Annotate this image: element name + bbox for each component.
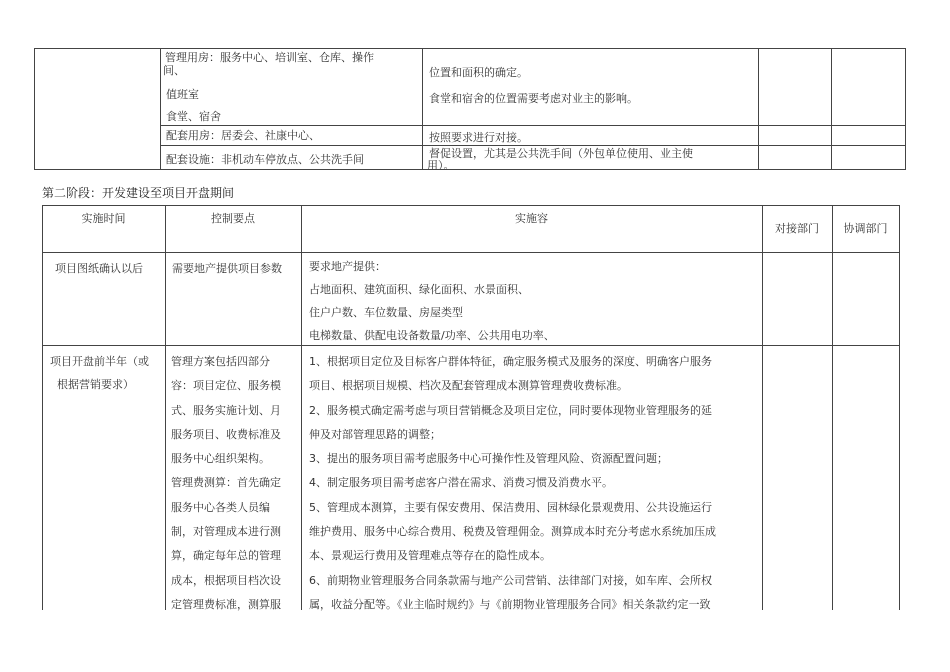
row2-key-point-line: 制，对管理成本进行测 xyxy=(171,525,281,539)
canteen-cell-clip xyxy=(160,108,422,125)
table-border xyxy=(42,205,43,610)
header-dept-coord: 协调部门 xyxy=(843,222,888,235)
row2-key-point-line: 容：项目定位、服务模 xyxy=(171,379,281,393)
table-border xyxy=(831,48,832,169)
row2-key-point-line: 服务中心各类人员编 xyxy=(171,500,270,514)
row2-content-line: 项目、根据项目规模、档次及配套管理成本测算管理费收费标准。 xyxy=(309,379,628,393)
table-border xyxy=(422,48,423,169)
table-border xyxy=(165,205,166,610)
header-content: 实施容 xyxy=(515,212,548,225)
support-rooms-note: 按照要求进行对接。 xyxy=(429,131,528,144)
support-facilities-note-cont: 用）。 xyxy=(427,159,455,169)
table-border xyxy=(160,145,906,146)
row2-content-line: 维护费用、服务中心综合费用、税费及管理佣金。测算成本时充分考虑水系统加压成 xyxy=(309,525,716,539)
table-border xyxy=(34,48,906,49)
row2-key-point-line: 管理方案包括四部分 xyxy=(171,355,270,368)
table-border xyxy=(758,48,759,169)
row1-key-point: 需要地产提供项目参数 xyxy=(172,262,282,275)
row2-key-point-line: 定管理费标准，测算服 xyxy=(171,597,281,611)
table-border xyxy=(905,48,906,169)
row2-content-line: 伸及对部管理思路的调整； xyxy=(309,427,441,441)
header-key-points: 控制要点 xyxy=(211,212,255,225)
row1-content-line: 电梯数量、供配电设备数量/功率、公共用电功率、 xyxy=(309,329,555,342)
location-note: 位置和面积的确定。 xyxy=(429,66,528,79)
table-border xyxy=(42,252,900,253)
table-border xyxy=(301,205,302,610)
row2-time: 项目开盘前半年（或 xyxy=(50,355,149,368)
stage2-heading: 第二阶段：开发建设至项目开盘期间 xyxy=(42,186,235,200)
table-border xyxy=(42,205,900,206)
support-facilities-text: 配套设施：非机动车停放点、公共洗手间 xyxy=(166,153,364,166)
row2-content-line: 属，收益分配等。《业主临时规约》与《前期物业管理服务合同》相关条款约定一致 xyxy=(309,597,711,611)
mgmt-rooms-text-cont: 间、 xyxy=(163,64,185,77)
row1-content-line: 占地面积、建筑面积、绿化面积、水景面积、 xyxy=(309,283,529,296)
row2-key-point-line: 算，确定每年总的管理 xyxy=(171,549,281,563)
support-rooms-text: 配套用房：居委会、社康中心、 xyxy=(166,129,320,142)
table-border xyxy=(832,205,833,610)
table-border xyxy=(34,48,35,169)
header-time: 实施时间 xyxy=(81,212,126,225)
table-border xyxy=(762,205,763,610)
row2-content-line: 6、前期物业管理服务合同条款需与地产公司营销、法律部门对接，如车库、会所权 xyxy=(309,573,712,587)
duty-room-text: 值班室 xyxy=(166,88,199,101)
support-facilities-note: 督促设置，尤其是公共洗手间（外包单位使用、业主使 xyxy=(429,147,693,160)
row2-key-point-line: 服务中心组织架构。 xyxy=(171,452,270,466)
row2-key-point-line: 服务项目、收费标准及 xyxy=(171,427,281,441)
table-border xyxy=(899,205,900,610)
facilities-note-clip xyxy=(423,159,758,169)
row2-key-point-line: 成本，根据项目档次设 xyxy=(171,573,281,587)
canteen-text: 食堂、宿舍 xyxy=(166,110,221,123)
table-border xyxy=(34,169,906,170)
row2-key-point-line: 管理费测算：首先确定 xyxy=(171,476,281,490)
row1-content-line: 要求地产提供： xyxy=(309,260,386,273)
row2-key-point-line: 式、服务实施计划、月 xyxy=(171,403,281,417)
row2-time-cont: 根据营销要求） xyxy=(57,378,134,391)
row1-time: 项目图纸确认以后 xyxy=(55,262,143,275)
row1-content xyxy=(309,255,555,347)
row2-content-line: 2、服务模式确定需考虑与项目营销概念及项目定位，同时要体现物业管理服务的延 xyxy=(309,403,712,417)
row2-content-line: 本、景观运行费用及管理难点等存在的隐性成本。 xyxy=(309,549,551,563)
row2-content-line: 5、管理成本测算，主要有保安费用、保洁费用、园林绿化景观费用、公共设施运行 xyxy=(309,500,712,514)
row2-key-points xyxy=(171,350,297,617)
row2-content xyxy=(309,350,759,617)
canteen-note: 食堂和宿舍的位置需要考虑对业主的影响。 xyxy=(429,92,638,105)
row2-content-line: 3、提出的服务项目需考虑服务中心可操作性及管理风险、资源配置问题； xyxy=(309,452,668,466)
row1-content-line: 住户户数、车位数量、房屋类型 xyxy=(309,306,463,319)
header-dept-contact: 对接部门 xyxy=(775,222,819,235)
row2-content-line: 1、根据项目定位及目标客户群体特征，确定服务模式及服务的深度、明确客户服务 xyxy=(309,355,712,368)
row2-content-line: 4、制定服务项目需考虑客户潜在需求、消费习惯及消费水平。 xyxy=(309,476,613,490)
table-border xyxy=(160,125,906,126)
mgmt-rooms-text: 管理用房：服务中心、培训室、仓库、操作 xyxy=(165,51,374,64)
